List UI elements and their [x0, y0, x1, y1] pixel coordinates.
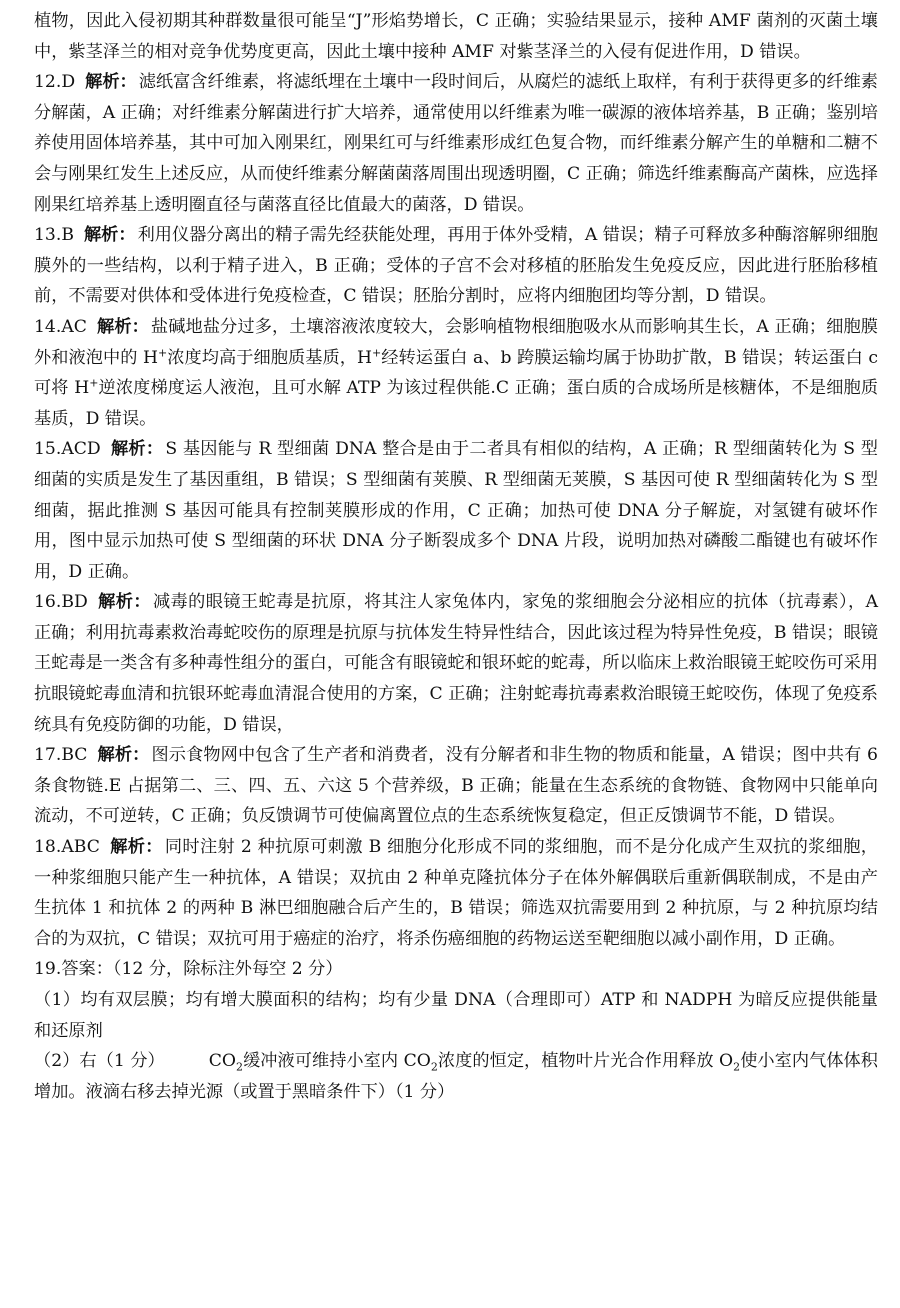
- answer-16: [34, 587, 878, 740]
- paragraph-text: CO: [208, 1051, 237, 1072]
- superscript-plus: +: [157, 345, 168, 359]
- superscript-plus: +: [89, 376, 99, 390]
- paragraph-text: 使小室内气体体积增加。液滴右移去掉光源（或置于黑暗条件下）（1 分）: [34, 1051, 878, 1102]
- question-number: 18.ABC: [34, 837, 100, 858]
- subscript-two: 2: [236, 1060, 244, 1074]
- analysis-label: 解析：: [83, 225, 136, 246]
- question-number: 12.D: [34, 72, 76, 93]
- question-number: 13.B: [34, 225, 74, 246]
- paragraph-text: 利用仪器分离出的精子需先经获能处理，再用于体外受精，A 错误；精子可释放多种酶溶解卵细胞膜外的一些结构，以利于精子进入，B 正确；受体的子宫不会对移植的胚胎发生免疫反应，因此进行胚胎移植前，不需要对供体和受体进行免疫检查，C 错误；胚胎分割时，应将内细胞团均等分割，D 错误。: [34, 225, 878, 307]
- answer-19-part-1: [34, 985, 878, 1046]
- answer-19-header: [34, 954, 878, 985]
- paragraph-text: 减毒的眼镜王蛇毒是抗原，将其注人家兔体内，家兔的浆细胞会分泌相应的抗体（抗毒素），A 正确；利用抗毒素救治毒蛇咬伤的原理是抗原与抗体发生特异性结合，因此该过程为特异性免疫，B 错误；眼镜王蛇毒是一类含有多种毒性组分的蛋白，可能含有眼镜蛇和银环蛇的蛇毒，所以临床上救治眼镜王蛇咬伤可采用抗眼镜蛇毒血清和抗银环蛇毒血清混合使用的方案，C 正确；注射蛇毒抗毒素救治眼镜王蛇咬伤，体现了免疫系统具有免疫防御的功能，D 错误，: [34, 592, 878, 735]
- subscript-two: 2: [733, 1060, 741, 1074]
- paragraph-text: （1）均有双层膜；均有增大膜面积的结构；均有少量 DNA（合理即可）ATP 和 NADPH 为暗反应提供能量和还原剂: [34, 990, 878, 1041]
- paragraph-text: 缓冲液可维持小室内 CO: [243, 1051, 431, 1072]
- answer-11-continued: [34, 6, 878, 67]
- question-number: 16.BD: [34, 592, 88, 613]
- analysis-label: 解析：: [96, 316, 149, 337]
- answer-13: [34, 220, 878, 312]
- answer-15: [34, 434, 878, 587]
- paragraph-text: 浓度的恒定，植物叶片光合作用释放 O: [437, 1051, 734, 1072]
- question-number: 14.AC: [34, 316, 87, 337]
- paragraph-text: 植物，因此入侵初期其种群数量很可能呈“J”形焰势增长，C 正确；实验结果显示，接种 AMF 菌剂的灭菌土壤中，紫茎泽兰的相对竞争优势度更高，因此土壤中接种 AMF 对紫茎泽兰的入侵有促进作用，D 错误。: [34, 11, 878, 62]
- answer-19-part-2: [34, 1046, 878, 1107]
- analysis-label: 解析：: [109, 837, 163, 858]
- paragraph-text: 经转运蛋白 a、b 跨膜运输均属于协助扩散，B 错误；转运蛋白 c 可将 H: [34, 347, 878, 399]
- analysis-label: 解析：: [97, 592, 151, 613]
- subscript-two: 2: [430, 1060, 438, 1074]
- answer-18: [34, 832, 878, 954]
- analysis-label: 解析：: [97, 745, 150, 766]
- analysis-label: 解析：: [110, 439, 164, 460]
- paragraph-text: 19.答案：（12 分，除标注外每空 2 分）: [34, 959, 343, 980]
- paragraph-text: （2）右（1 分）: [34, 1051, 165, 1072]
- question-number: 15.ACD: [34, 439, 101, 460]
- answer-14: [34, 312, 878, 434]
- answer-17: [34, 740, 878, 832]
- answer-12: [34, 67, 878, 220]
- question-number: 17.BC: [34, 745, 88, 766]
- paragraph-text: 盐碱地盐分过多，土壤溶液浓度较大，会影响植物根细胞吸水从而影响其生长，A 正确；细胞膜外和液泡中的 H: [34, 316, 878, 368]
- paragraph-text: 浓度均高于细胞质基质，H: [167, 347, 372, 368]
- paragraph-text: 图示食物网中包含了生产者和消费者，没有分解者和非生物的物质和能量，A 错误；图中共有 6 条食物链.E 占据第二、三、四、五、六这 5 个营养级，B 正确；能量在生态系统的食物链、食物网中只能单向流动，不可逆转，C 正确；负反馈调节可使偏离置位点的生态系统恢复稳定，但正反馈调节不能，D 错误。: [34, 745, 878, 827]
- superscript-plus: +: [371, 345, 382, 359]
- paragraph-text: 同时注射 2 种抗原可刺激 B 细胞分化形成不同的浆细胞，而不是分化成产生双抗的浆细胞，一种浆细胞只能产生一种抗体，A 错误；双抗由 2 种单克隆抗体分子在体外解偶联后重新偶联制成，不是由产生抗体 1 和抗体 2 的两种 B 淋巴细胞融合后产生的，B 错误；筛选双抗需要用到 2 种抗原，与 2 种抗原均结合的为双抗，C 错误；双抗可用于癌症的治疗，将杀伤癌细胞的药物运送至靶细胞以减小副作用，D 正确。: [34, 837, 878, 949]
- paragraph-text: 逆浓度梯度运人液泡，且可水解 ATP 为该过程供能.C 正确；蛋白质的合成场所是核糖体，不是细胞质基质，D 错误。: [34, 378, 879, 429]
- analysis-label: 解析：: [85, 72, 137, 93]
- paragraph-text: S 基因能与 R 型细菌 DNA 整合是由于二者具有相似的结构，A 正确；R 型细菌转化为 S 型细菌的实质是发生了基因重组，B 错误；S 型细菌有荚膜、R 型细菌无荚膜，S 基因可使 R 型细菌转化为 S 型细菌，据此推测 S 基因可能具有控制荚膜形成的作用，C 正确；加热可使 DNA 分子解旋，对氢键有破坏作用，图中显示加热可使 S 型细菌的环状 DNA 分子断裂成多个 DNA 片段，说明加热对磷酸二酯键也有破坏作用，D 正确。: [34, 439, 879, 582]
- paragraph-text: 滤纸富含纤维素，将滤纸埋在土壤中一段时间后，从腐烂的滤纸上取样，有利于获得更多的纤维素分解菌，A 正确；对纤维素分解菌进行扩大培养，通常使用以纤维素为唯一碳源的液体培养基，B 正确；鉴别培养使用固体培养基，其中可加入刚果红，刚果红可与纤维素形成红色复合物，而纤维素分解产生的单糖和二糖不会与刚果红发生上述反应，从而使纤维素分解菌菌落周围出现透明圈，C 正确；筛选纤维素酶高产菌株，应选择刚果红培养基上透明圈直径与菌落直径比值最大的菌落，D 错误。: [34, 72, 878, 215]
